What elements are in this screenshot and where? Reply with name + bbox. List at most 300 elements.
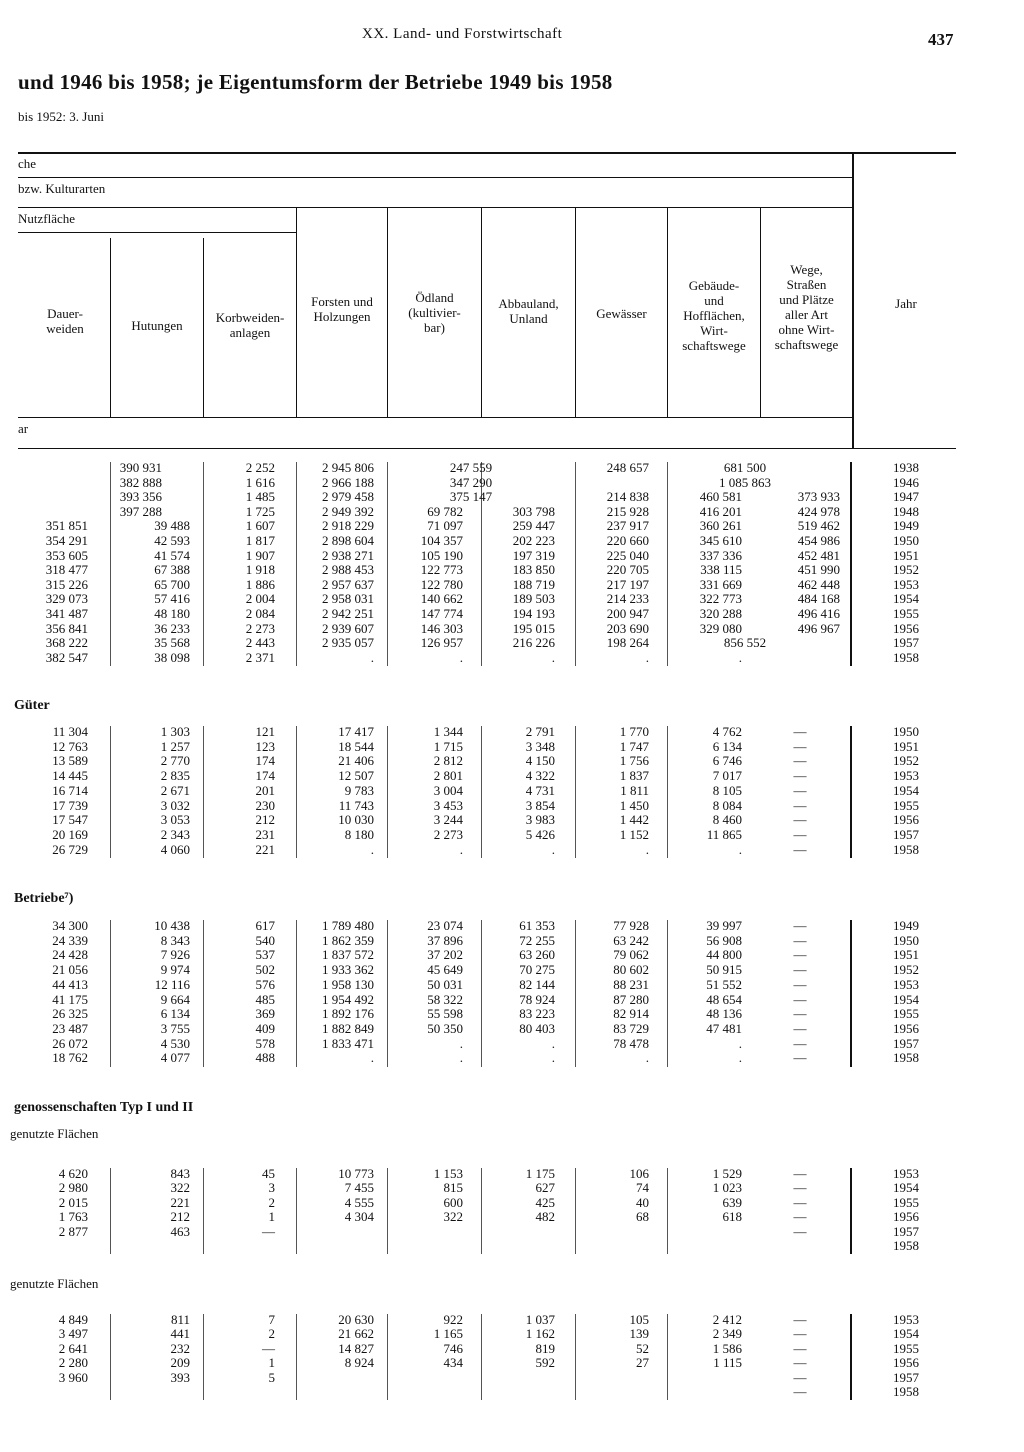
table-cell: 221	[170, 1194, 190, 1210]
table-cell: 1 862 359	[322, 932, 374, 948]
table-cell: .	[551, 841, 555, 857]
table-cell: 2 898 604	[322, 533, 374, 548]
table-cell: 71 097	[427, 518, 463, 534]
table-cell: 230	[255, 797, 275, 813]
table-cell: 454 986	[797, 533, 840, 548]
table-cell: 259 447	[512, 518, 555, 534]
table-cell: .	[645, 649, 649, 665]
column-header-line: Wirt-	[700, 323, 728, 338]
table-cell: 188 719	[512, 576, 555, 592]
table-cell: 200 947	[606, 606, 649, 621]
table-row	[0, 918, 1024, 933]
year-cell: 1956	[893, 1209, 919, 1225]
table-cell: 1 616	[245, 474, 275, 490]
table-cell: 393	[170, 1369, 190, 1385]
section-subheading: genutzte Flächen	[10, 1126, 99, 1141]
table-row	[0, 1341, 1024, 1356]
table-row	[0, 992, 1024, 1007]
table-cell: 63 242	[613, 932, 649, 948]
table-cell: 12 116	[154, 976, 190, 992]
column-header	[20, 306, 110, 336]
table-cell: 6 134	[712, 738, 742, 754]
table-cell-spanning: 856 552	[723, 635, 767, 651]
table-cell: 21 056	[52, 962, 88, 978]
column-header-line: und Plätze	[779, 292, 834, 307]
table-cell: 1 607	[245, 518, 275, 534]
year-cell: 1957	[893, 826, 919, 842]
table-cell: 10 773	[338, 1166, 374, 1181]
table-cell: 8 460	[712, 812, 742, 828]
column-header	[388, 290, 481, 335]
table-cell: 576	[255, 976, 275, 992]
table-cell: 496 416	[797, 606, 840, 621]
table-cell: —	[262, 1340, 275, 1356]
table-cell: 23 074	[427, 918, 463, 933]
table-cell: 122 780	[420, 576, 463, 592]
table-row	[0, 533, 1024, 548]
column-header	[880, 296, 932, 311]
table-cell: —	[793, 724, 807, 739]
table-cell: 2 641	[58, 1340, 88, 1356]
table-row	[0, 1326, 1024, 1341]
table-cell: 2 801	[433, 768, 463, 784]
table-cell: 189 503	[512, 591, 555, 607]
table-cell: 78 478	[613, 1035, 649, 1051]
table-cell: —	[793, 1384, 807, 1399]
table-cell: .	[645, 841, 649, 857]
table-cell: —	[793, 991, 807, 1007]
header-bottom-rule	[18, 448, 956, 449]
column-header	[482, 296, 575, 326]
table-cell: 122 773	[420, 562, 463, 578]
table-cell: 2	[268, 1326, 275, 1342]
year-cell: 1953	[893, 976, 919, 992]
table-row	[0, 591, 1024, 606]
section-heading: Güter	[14, 698, 50, 713]
table-cell: 198 264	[606, 635, 649, 651]
table-cell: 18 544	[338, 738, 374, 754]
table-cell: .	[370, 841, 374, 857]
section-heading: Betriebe⁷)	[14, 891, 74, 906]
table-cell: 617	[255, 918, 275, 933]
table-cell: 79 062	[613, 947, 649, 963]
year-cell: 1954	[893, 782, 919, 798]
column-header-line: Hofflächen,	[683, 308, 745, 323]
table-cell: 83 223	[519, 1006, 555, 1022]
table-cell: 8 924	[344, 1355, 374, 1371]
table-row	[0, 1312, 1024, 1327]
table-cell-spanning: 1 085 863	[719, 474, 771, 490]
table-row	[0, 1166, 1024, 1181]
table-cell: 320 288	[699, 606, 742, 621]
column-header	[297, 294, 387, 324]
table-cell: 4 150	[525, 753, 555, 769]
table-cell: 80 403	[519, 1020, 555, 1036]
table-cell: 1 892 176	[322, 1006, 374, 1022]
table-cell: 248 657	[606, 460, 649, 475]
table-cell: 77 928	[613, 918, 649, 933]
table-cell: 174	[255, 753, 275, 769]
table-cell: 14 827	[338, 1340, 374, 1356]
table-row	[0, 518, 1024, 533]
table-row	[0, 1355, 1024, 1370]
table-cell: 819	[535, 1340, 555, 1356]
table-row	[0, 1224, 1024, 1239]
table-cell: .	[459, 841, 463, 857]
table-cell: 2 273	[245, 620, 275, 636]
table-cell: 217 197	[606, 576, 649, 592]
table-cell: 9 974	[160, 962, 190, 978]
table-cell: 195 015	[512, 620, 555, 636]
table-cell: 183 850	[512, 562, 555, 578]
table-cell: 48 654	[706, 991, 742, 1007]
table-cell: 24 428	[52, 947, 88, 963]
year-cell: 1951	[893, 738, 919, 754]
column-header-line: Korbweiden-	[215, 310, 285, 325]
table-cell: 369	[255, 1006, 275, 1022]
header-label-che: che	[18, 156, 37, 171]
year-cell: 1958	[893, 1050, 919, 1066]
column-header-line: Wege,	[790, 262, 823, 277]
header-label-nutzflaeche: Nutzfläche	[18, 211, 76, 226]
table-cell: 337 336	[699, 547, 742, 563]
table-cell: 57 416	[154, 591, 190, 607]
table-cell: 2 812	[433, 753, 463, 769]
table-cell: 212	[170, 1209, 190, 1225]
table-cell: 78 924	[519, 991, 555, 1007]
table-cell: 36 233	[154, 620, 190, 636]
table-cell: 10 030	[338, 812, 374, 828]
table-cell: 1 725	[245, 503, 275, 519]
table-cell: 811	[170, 1312, 190, 1327]
table-row	[0, 753, 1024, 768]
table-cell: .	[459, 649, 463, 665]
year-divider	[852, 152, 854, 448]
table-cell: 26 072	[52, 1035, 88, 1051]
column-header-line: anlagen	[229, 325, 271, 340]
table-cell: 24 339	[52, 932, 88, 948]
table-cell: 2 835	[160, 768, 190, 784]
table-cell: 1 770	[619, 724, 649, 739]
year-cell: 1956	[893, 1020, 919, 1036]
table-cell: 4 304	[344, 1209, 374, 1225]
table-cell: 2 443	[245, 635, 275, 651]
column-header-line: und	[704, 293, 724, 308]
table-cell: 537	[255, 947, 275, 963]
table-row	[0, 724, 1024, 739]
table-cell: 48 136	[706, 1006, 742, 1022]
year-cell: 1951	[893, 547, 919, 563]
table-cell: —	[793, 1340, 807, 1356]
table-cell: 2 371	[245, 649, 275, 665]
table-cell: 80 602	[613, 962, 649, 978]
table-cell: 1 165	[433, 1326, 463, 1342]
column-header-line: Gewässer	[596, 306, 647, 321]
header-rule-4	[18, 417, 852, 418]
table-cell: 16 714	[52, 782, 88, 798]
table-cell: 318 477	[45, 562, 88, 578]
table-cell: 452 481	[797, 547, 840, 563]
column-header-line: schaftswege	[774, 337, 839, 352]
year-cell: 1958	[893, 1238, 919, 1253]
table-cell: 3 453	[433, 797, 463, 813]
unit-label: ar	[18, 421, 29, 436]
table-cell: —	[793, 1035, 807, 1051]
year-cell: 1953	[893, 768, 919, 784]
table-row	[0, 577, 1024, 592]
table-row	[0, 812, 1024, 827]
table-cell-spanning: 397 288	[119, 503, 162, 519]
table-cell: 68	[636, 1209, 649, 1225]
table-cell: 540	[255, 932, 275, 948]
year-cell: 1950	[893, 724, 919, 739]
table-cell: 1 037	[525, 1312, 555, 1327]
table-cell: 3 755	[160, 1020, 190, 1036]
table-cell: 17 739	[52, 797, 88, 813]
year-cell: 1957	[893, 635, 919, 651]
table-cell: —	[793, 753, 807, 769]
table-cell: 147 774	[420, 606, 463, 621]
table-cell: —	[793, 1180, 807, 1196]
table-cell: 220 660	[606, 533, 649, 548]
column-header	[668, 278, 760, 353]
table-cell: 18 762	[52, 1050, 88, 1066]
table-cell: 1 450	[619, 797, 649, 813]
column-header-line: Hutungen	[131, 318, 183, 333]
table-cell: —	[793, 1194, 807, 1210]
table-cell: 41 175	[52, 991, 88, 1007]
table-row	[0, 504, 1024, 519]
table-cell: 315 226	[45, 576, 88, 592]
table-cell: 104 357	[420, 533, 463, 548]
column-header-line: bar)	[424, 320, 445, 335]
table-cell: 519 462	[797, 518, 840, 534]
table-cell: 45 649	[427, 962, 463, 978]
year-cell: 1957	[893, 1035, 919, 1051]
table-cell-spanning: 681 500	[723, 460, 767, 475]
year-cell: 1955	[893, 606, 919, 621]
table-cell: 345 610	[699, 533, 742, 548]
table-cell: 451 990	[797, 562, 840, 578]
year-cell: 1954	[893, 991, 919, 1007]
table-cell: 3 004	[433, 782, 463, 798]
table-cell: 3 244	[433, 812, 463, 828]
table-cell: 35 568	[154, 635, 190, 651]
table-cell: 105	[629, 1312, 649, 1327]
table-cell: —	[793, 1326, 807, 1342]
table-cell: 3 960	[58, 1369, 88, 1385]
table-cell: 225 040	[606, 547, 649, 563]
table-cell: 2 949 392	[322, 503, 374, 519]
table-row	[0, 1238, 1024, 1253]
table-cell: —	[793, 1020, 807, 1036]
column-header	[576, 306, 667, 321]
table-cell: 4 060	[160, 841, 190, 857]
table-cell: 1 837	[619, 768, 649, 784]
year-cell: 1953	[893, 1166, 919, 1181]
table-cell: 232	[170, 1340, 190, 1356]
table-row	[0, 1195, 1024, 1210]
year-cell: 1950	[893, 932, 919, 948]
year-cell: 1951	[893, 947, 919, 963]
table-cell: 69 782	[427, 503, 463, 519]
header-label-kulturarten: bzw. Kulturarten	[18, 181, 106, 196]
table-cell: 203 690	[606, 620, 649, 636]
table-row	[0, 1021, 1024, 1036]
table-cell: 1 811	[620, 782, 649, 798]
table-row	[0, 475, 1024, 490]
table-cell: 2 004	[245, 591, 275, 607]
table-cell: 639	[722, 1194, 742, 1210]
year-cell: 1956	[893, 812, 919, 828]
table-cell: —	[793, 1369, 807, 1385]
column-header-line: Forsten und	[311, 294, 373, 309]
table-cell: 2 770	[160, 753, 190, 769]
table-cell: 123	[255, 738, 275, 754]
table-row	[0, 621, 1024, 636]
table-cell: 83 729	[613, 1020, 649, 1036]
table-cell: 1 907	[245, 547, 275, 563]
table-cell: 58 322	[427, 991, 463, 1007]
table-cell: 627	[535, 1180, 555, 1196]
table-cell: 23 487	[52, 1020, 88, 1036]
table-cell: 382 547	[45, 649, 88, 665]
table-cell-spanning: 393 356	[119, 489, 162, 505]
table-cell: 351 851	[45, 518, 88, 534]
table-cell: 425	[535, 1194, 555, 1210]
table-cell: 215 928	[606, 503, 649, 519]
table-cell: 338 115	[700, 562, 742, 578]
table-cell: 1 153	[433, 1166, 463, 1181]
table-cell: 55 598	[427, 1006, 463, 1022]
table-cell: 106	[629, 1166, 649, 1181]
table-cell: 2 945 806	[322, 460, 374, 475]
table-cell: 2 280	[58, 1355, 88, 1371]
table-cell: 52	[636, 1340, 649, 1356]
table-cell: 174	[255, 768, 275, 784]
table-cell: 2	[268, 1194, 275, 1210]
table-cell: 618	[722, 1209, 742, 1225]
table-cell: —	[793, 841, 807, 857]
table-cell: 922	[443, 1312, 463, 1327]
table-cell: —	[793, 947, 807, 963]
table-cell: 322	[443, 1209, 463, 1225]
table-cell: 8 180	[344, 826, 374, 842]
table-cell: 1 954 492	[322, 991, 374, 1007]
running-title: XX. Land- und Forstwirtschaft	[362, 26, 563, 42]
column-header-line: Unland	[509, 311, 548, 326]
table-cell: —	[793, 1209, 807, 1225]
table-cell: 9 783	[344, 782, 374, 798]
table-cell: 354 291	[45, 533, 88, 548]
year-cell: 1949	[893, 918, 919, 933]
table-cell: 2 015	[58, 1194, 88, 1210]
column-header-line: Abbauland,	[498, 296, 559, 311]
table-cell: 4 530	[160, 1035, 190, 1051]
table-cell: 2 957 637	[322, 576, 374, 592]
table-cell: 1 958 130	[322, 976, 374, 992]
year-cell: 1958	[893, 649, 919, 665]
year-cell: 1954	[893, 591, 919, 607]
table-cell: 1 763	[58, 1209, 88, 1225]
table-row	[0, 460, 1024, 475]
table-cell: 17 547	[52, 812, 88, 828]
table-row	[0, 1006, 1024, 1021]
table-cell: 1 257	[160, 738, 190, 754]
table-cell: .	[645, 1050, 649, 1066]
table-cell: 47 481	[706, 1020, 742, 1036]
table-cell: 8 343	[160, 932, 190, 948]
table-cell: 105 190	[420, 547, 463, 563]
table-cell: 12 507	[338, 768, 374, 784]
column-header	[761, 262, 852, 352]
table-cell: 360 261	[699, 518, 742, 534]
table-cell: —	[793, 1050, 807, 1066]
table-row	[0, 977, 1024, 992]
table-cell: 4 555	[344, 1194, 374, 1210]
table-cell: 3 497	[58, 1326, 88, 1342]
year-cell: 1947	[893, 489, 919, 505]
table-cell: 1 586	[712, 1340, 742, 1356]
table-cell: —	[793, 768, 807, 784]
table-cell: 70 275	[519, 962, 555, 978]
column-header-line: Holzungen	[313, 309, 371, 324]
year-cell: 1957	[893, 1223, 919, 1239]
table-row	[0, 1370, 1024, 1385]
table-cell: 61 353	[519, 918, 555, 933]
year-cell: 1954	[893, 1326, 919, 1342]
table-cell: 50 031	[427, 976, 463, 992]
table-cell: 50 350	[427, 1020, 463, 1036]
table-cell: 201	[255, 782, 275, 798]
table-cell: 10 438	[154, 918, 190, 933]
table-cell: 11 743	[338, 797, 374, 813]
table-cell: 7 455	[344, 1180, 374, 1196]
table-cell: 17 417	[338, 724, 374, 739]
table-cell: 1 837 572	[322, 947, 374, 963]
table-cell-spanning: 390 931	[119, 460, 162, 475]
table-cell: 482	[535, 1209, 555, 1225]
table-cell: 1	[268, 1209, 275, 1225]
table-cell: .	[370, 649, 374, 665]
table-cell: 485	[255, 991, 275, 1007]
table-cell: .	[459, 1050, 463, 1066]
table-cell: 460 581	[699, 489, 742, 505]
table-cell: .	[738, 1035, 742, 1051]
year-cell: 1958	[893, 841, 919, 857]
table-cell: —	[793, 1312, 807, 1327]
column-header	[112, 318, 202, 333]
table-cell: 1 789 480	[322, 918, 374, 933]
table-cell: 4 077	[160, 1050, 190, 1066]
table-cell: 2 252	[245, 460, 275, 475]
year-cell: 1956	[893, 620, 919, 636]
table-row	[0, 548, 1024, 563]
section-heading: genossenschaften Typ I und II	[14, 1100, 194, 1115]
column-header-line: schaftswege	[682, 338, 746, 353]
table-cell: 221	[255, 841, 275, 857]
table-cell: 1 303	[160, 724, 190, 739]
table-cell: 3 983	[525, 812, 555, 828]
table-cell: .	[459, 1035, 463, 1051]
table-row	[0, 933, 1024, 948]
table-cell: —	[793, 1006, 807, 1022]
table-cell: 2 988 453	[322, 562, 374, 578]
table-cell: 9 664	[160, 991, 190, 1007]
table-row	[0, 1180, 1024, 1195]
table-row	[0, 650, 1024, 665]
year-cell: 1958	[893, 1384, 919, 1399]
